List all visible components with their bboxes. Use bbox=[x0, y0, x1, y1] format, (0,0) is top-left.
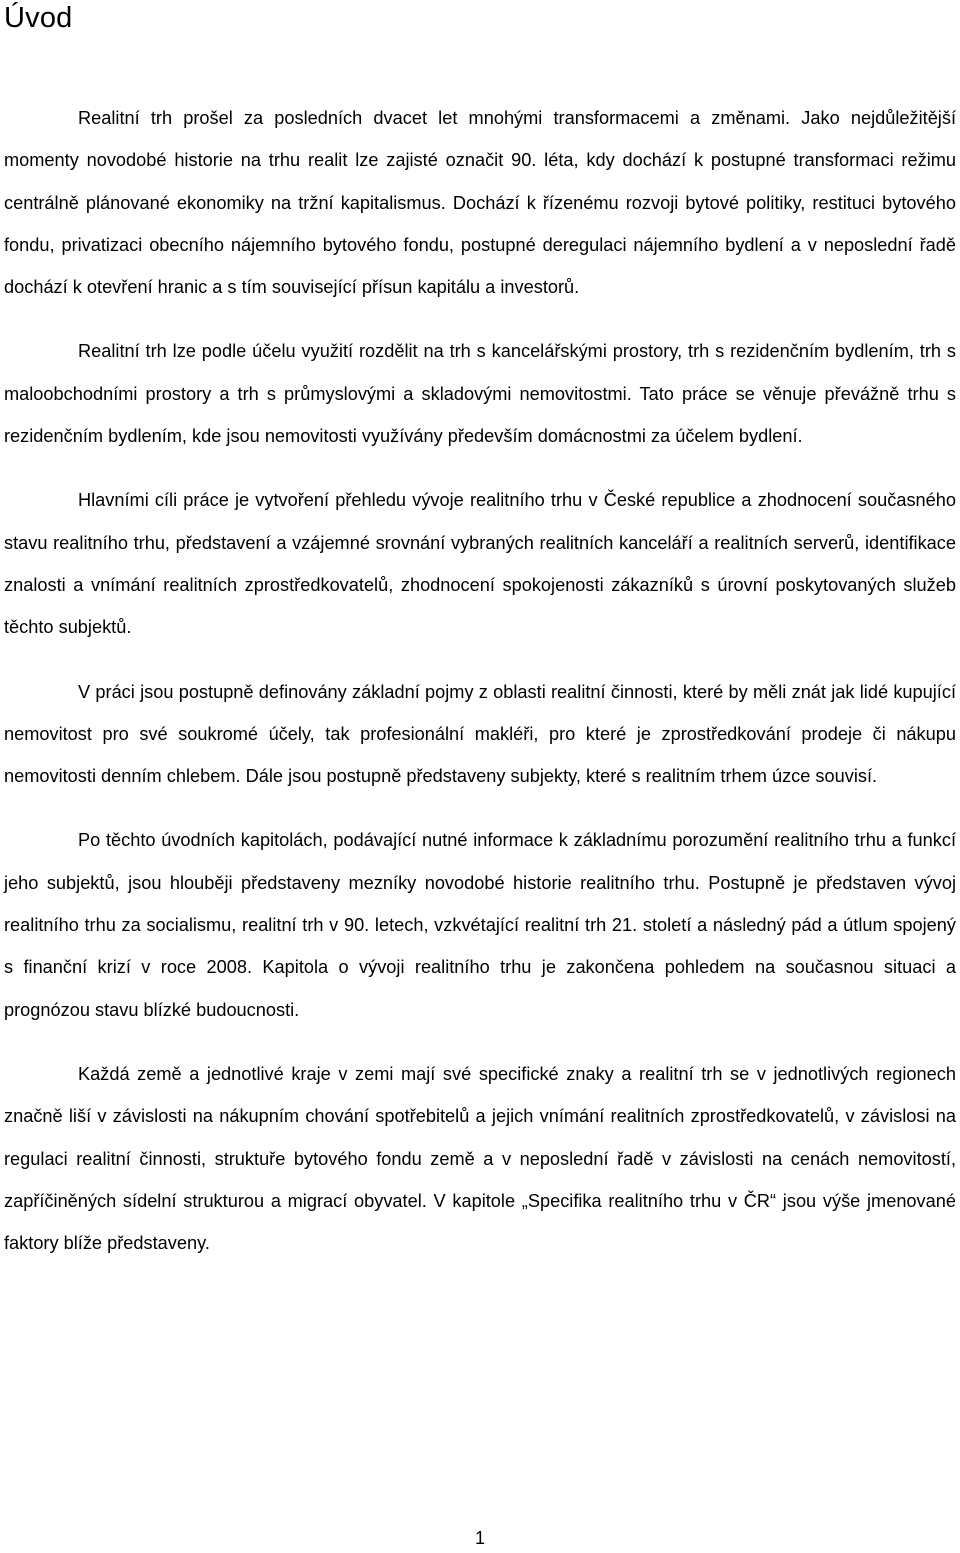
page-number: 1 bbox=[474, 1528, 485, 1548]
paragraph-5: Po těchto úvodních kapitolách, podávající nutné informace k základnímu porozumění realitního trhu a funkcí jeho subjektů, jsou hlouběji představeny mezníky novodobé historie realitního trhu. Postupně je představen vývoj realitního trhu za socialismu, realitní trh v 90. letech, vzkvétající realitní trh 21. století a následný pád a útlum spojený s finanční krizí v roce 2008. Kapitola o vývoji realitního trhu je zakončena pohledem na současnou situaci a prognózou stavu blízké budoucnosti. bbox=[4, 830, 956, 1020]
page-title: Úvod bbox=[4, 2, 73, 34]
paragraph-2: Realitní trh lze podle účelu využití rozdělit na trh s kancelářskými prostory, trh s rezidenčním bydlením, trh s maloobchodními prostory a trh s průmyslovými a skladovými nemovitostmi. Tato práce se věnuje převážně trhu s rezidenčním bydlením, kde jsou nemovitosti využívány především domácnostmi za účelem bydlení. bbox=[4, 341, 956, 447]
document-body bbox=[4, 97, 956, 1286]
paragraph-4: V práci jsou postupně definovány základní pojmy z oblasti realitní činnosti, které by měli znát jak lidé kupující nemovitost pro své soukromé účely, tak profesionální makléři, pro které je zprostředkování prodeje či nákupu nemovitosti denním chlebem. Dále jsou postupně představeny subjekty, které s realitním trhem úzce souvisí. bbox=[4, 681, 956, 787]
paragraph-3: Hlavními cíli práce je vytvoření přehledu vývoje realitního trhu v České republice a zhodnocení současného stavu realitního trhu, představení a vzájemné srovnání vybraných realitních kanceláří a realitních serverů, identifikace znalosti a vnímání realitních zprostředkovatelů, zhodnocení spokojenosti zákazníků s úrovní poskytovaných služeb těchto subjektů. bbox=[4, 490, 956, 638]
paragraph-6: Každá země a jednotlivé kraje v zemi mají své specifické znaky a realitní trh se v jednotlivých regionech značně liší v závislosti na nákupním chování spotřebitelů a jejich vnímání realitních zprostředkovatelů, v závislosi na regulaci realitní činnosti, struktuře bytového fondu země a v neposlední řadě v závislosti na cenách nemovitostí, zapříčiněných sídelní strukturou a migrací obyvatel. V kapitole „Specifika realitního trhu v ČR“ jsou výše jmenované faktory blíže představeny. bbox=[4, 1063, 956, 1254]
paragraph-1: Realitní trh prošel za posledních dvacet let mnohými transformacemi a změnami. Jako nejdůležitější momenty novodobé historie na trhu realit lze zajisté označit 90. léta, kdy dochází k postupné transformaci režimu centrálně plánované ekonomiky na tržní kapitalismus. Dochází k řízenému rozvoji bytové politiky, restituci bytového fondu, privatizaci obecního nájemního bytového fondu, postupné deregulaci nájemního bydlení a v neposlední řadě dochází k otevření hranic a s tím související přísun kapitálu a investorů. bbox=[4, 108, 956, 298]
